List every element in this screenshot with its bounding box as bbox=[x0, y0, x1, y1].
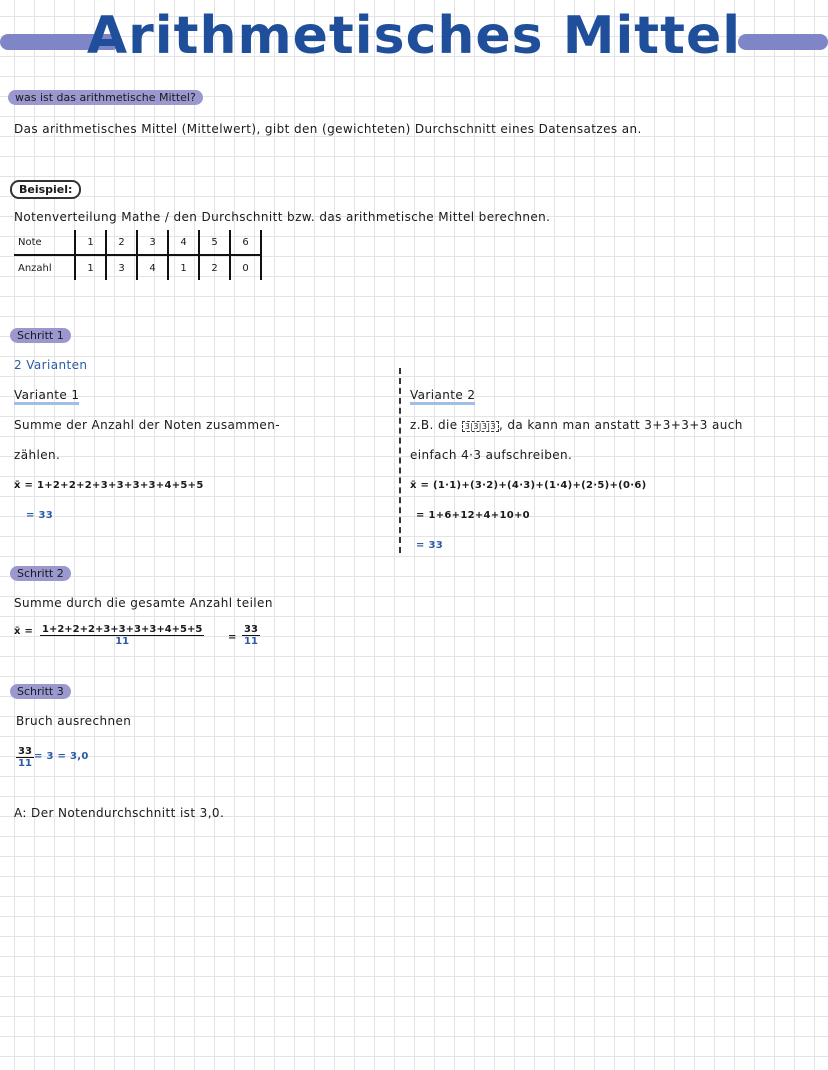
variant2-line1-post: , da kann man anstatt 3+3+3+3 auch bbox=[498, 418, 743, 432]
step2-result-num: 33 bbox=[244, 624, 258, 635]
variant2-line1 bbox=[410, 418, 743, 432]
step3-fraction bbox=[16, 746, 34, 769]
grade-table bbox=[14, 230, 262, 280]
example-pill: Beispiel: bbox=[10, 180, 81, 199]
table-cell: 2 bbox=[199, 255, 230, 280]
step2-equals: = bbox=[228, 632, 237, 643]
step2-frac-prefix: x̄ = bbox=[14, 626, 34, 637]
step2-fraction bbox=[40, 624, 204, 647]
variant1-line2: zählen. bbox=[14, 448, 61, 462]
table-cell: 6 bbox=[230, 230, 261, 255]
variant2-count-box: 3|3|3|3 bbox=[462, 421, 499, 432]
table-cell: 5 bbox=[199, 230, 230, 255]
page-title: Arithmetisches Mittel bbox=[86, 6, 742, 66]
step3-num: 33 bbox=[18, 746, 32, 757]
table-row-label-note: Note bbox=[14, 230, 75, 255]
variant1-heading: Variante 1 bbox=[14, 388, 79, 405]
step3-pill: Schritt 3 bbox=[10, 684, 71, 699]
step1-pill: Schritt 1 bbox=[10, 328, 71, 343]
variant1-line1: Summe der Anzahl der Noten zusammen- bbox=[14, 418, 280, 432]
question-pill: was ist das arithmetische Mittel? bbox=[8, 90, 203, 105]
example-intro: Notenverteilung Mathe / den Durchschnitt bzw. das arithmetische Mittel berechnen. bbox=[14, 210, 551, 224]
table-row-label-anzahl: Anzahl bbox=[14, 255, 75, 280]
variant2-line1-pre: z.B. die bbox=[410, 418, 458, 432]
variant2-calc2: = 1+6+12+4+10+0 bbox=[416, 510, 530, 521]
step2-result-fraction bbox=[242, 624, 260, 647]
variants-heading: 2 Varianten bbox=[14, 358, 88, 372]
table-cell: 2 bbox=[106, 230, 137, 255]
step2-result-den: 11 bbox=[244, 636, 258, 647]
table-cell: 4 bbox=[168, 230, 199, 255]
variant-divider bbox=[399, 368, 401, 553]
variant2-line2: einfach 4·3 aufschreiben. bbox=[410, 448, 573, 462]
step3-text: Bruch ausrechnen bbox=[16, 714, 132, 728]
table-cell: 1 bbox=[75, 255, 106, 280]
step3-result: = 3 = 3,0 bbox=[34, 751, 89, 762]
variant2-calc: x̄ = (1·1)+(3·2)+(4·3)+(1·4)+(2·5)+(0·6) bbox=[410, 480, 647, 491]
step2-text: Summe durch die gesamte Anzahl teilen bbox=[14, 596, 273, 610]
table-cell: 3 bbox=[137, 230, 168, 255]
answer-text: A: Der Notendurchschnitt ist 3,0. bbox=[14, 806, 225, 820]
step2-denominator: 11 bbox=[115, 636, 130, 647]
variant2-heading: Variante 2 bbox=[410, 388, 475, 405]
table-cell: 4 bbox=[137, 255, 168, 280]
step2-numerator: 1+2+2+2+3+3+3+3+4+5+5 bbox=[42, 624, 203, 635]
variant2-result: = 33 bbox=[416, 540, 443, 551]
definition-text: Das arithmetisches Mittel (Mittelwert), gibt den (gewichteten) Durchschnitt eines Datensatzes an. bbox=[14, 122, 642, 136]
variant1-result: = 33 bbox=[26, 510, 53, 521]
step3-den: 11 bbox=[18, 758, 32, 769]
table-cell: 3 bbox=[106, 255, 137, 280]
table-cell: 1 bbox=[168, 255, 199, 280]
step2-pill: Schritt 2 bbox=[10, 566, 71, 581]
variant1-calc: x̄ = 1+2+2+2+3+3+3+3+4+5+5 bbox=[14, 480, 204, 491]
table-cell: 1 bbox=[75, 230, 106, 255]
table-cell: 0 bbox=[230, 255, 261, 280]
